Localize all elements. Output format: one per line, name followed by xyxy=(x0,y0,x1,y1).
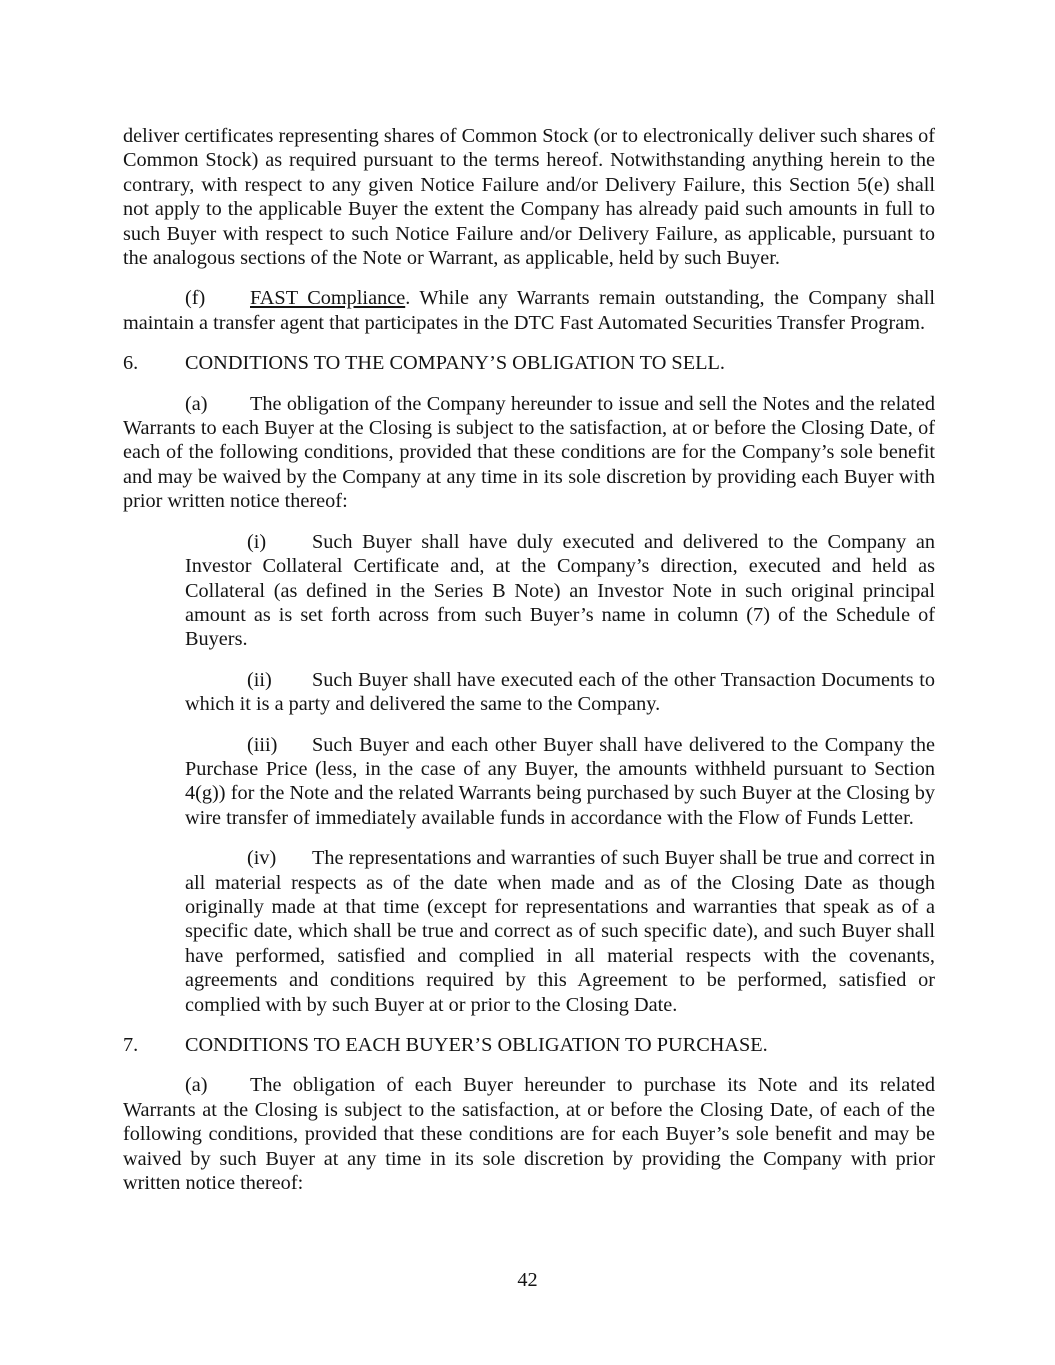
subsection-f-paragraph xyxy=(123,286,935,335)
clause-iv-paragraph xyxy=(185,846,935,1017)
clause-i-paragraph xyxy=(185,530,935,652)
section-7a-paragraph xyxy=(123,1073,935,1195)
clause-i-text: Such Buyer shall have duly executed and delivered to the Company an Investor Collateral Certificate and, at the Company’s direction, executed and held as Collateral (as defined in the Series B Note) an Investor Note in such original principal amount as is set forth across from such Buyer’s name in column (7) of the Schedule of Buyers. xyxy=(185,530,935,651)
section-6-title: CONDITIONS TO THE COMPANY’S OBLIGATION TO SELL. xyxy=(185,352,725,375)
section-6a-text: The obligation of the Company hereunder to issue and sell the Notes and the related Warrants to each Buyer at the Closing is subject to the satisfaction, at or before the Closing Date, of each of the following conditions, provided that these conditions are for the Company’s sole benefit and may be waived by the Company at any time in its sole discretion by providing each Buyer with prior written notice thereof: xyxy=(123,392,935,513)
subsection-f-title: FAST Compliance xyxy=(250,287,406,310)
section-6-heading xyxy=(123,351,935,375)
section-7a-label: (a) xyxy=(185,1074,208,1097)
continuation-paragraph: deliver certificates representing shares of Common Stock (or to electronically deliver such shares of Common Stock) as required pursuant to the terms hereof. Notwithstanding anything herein to the contrary, with respect to any given Notice Failure and/or Delivery Failure, this Section 5(e) shall not apply to the applicable Buyer the extent the Company has already paid such amounts in full to such Buyer with respect to such Notice Failure and/or Delivery Failure, as applicable, pursuant to the analogous sections of the Note or Warrant, as applicable, held by such Buyer. xyxy=(123,125,935,270)
clause-iv-label: (iv) xyxy=(247,847,277,870)
clause-ii-paragraph xyxy=(185,668,935,717)
section-7-number: 7. xyxy=(123,1034,139,1056)
section-7a-text: The obligation of each Buyer hereunder to purchase its Note and its related Warrants at the Closing is subject to the satisfaction, at or before the Closing Date, of each of the following conditions, provided that these conditions are for each Buyer’s sole benefit and may be waived by such Buyer at any time in its sole discretion by providing the Company with prior written notice thereof: xyxy=(123,1074,935,1195)
clause-iii-paragraph xyxy=(185,733,935,831)
page-number: 42 xyxy=(517,1268,538,1291)
clause-iii-label: (iii) xyxy=(247,733,278,756)
clause-ii-text: Such Buyer shall have executed each of the other Transaction Documents to which it is a party and delivered the same to the Company. xyxy=(185,668,935,716)
clause-ii-label: (ii) xyxy=(247,668,272,691)
clause-iv-text: The representations and warranties of such Buyer shall be true and correct in all material respects as of the date when made and as of the Closing Date as though originally made at that time (except for representations and warranties that speak as of a specific date, which shall be true and correct as of such specific date), and such Buyer shall have performed, satisfied and complied in all material respects with the covenants, agreements and conditions required by this Agreement to be performed, satisfied or complied with by such Buyer at or prior to the Closing Date. xyxy=(185,847,935,1016)
section-6a-label: (a) xyxy=(185,392,208,415)
subsection-f-label: (f) xyxy=(185,287,206,310)
clause-iii-text: Such Buyer and each other Buyer shall have delivered to the Company the Purchase Price (less, in the case of any Buyer, the amounts withheld pursuant to Section 4(g)) for the Note and the related Warrants being purchased by such Buyer at the Closing by wire transfer of immediately available funds in accordance with the Flow of Funds Letter. xyxy=(185,733,935,829)
section-7-title: CONDITIONS TO EACH BUYER’S OBLIGATION TO PURCHASE. xyxy=(185,1034,768,1056)
clause-i-label: (i) xyxy=(247,530,267,553)
subsection-f-text: . While any Warrants remain outstanding, the Company shall maintain a transfer agent that participates in the DTC Fast Automated Securities Transfer Program. xyxy=(123,287,935,334)
section-6a-paragraph xyxy=(123,392,935,514)
section-6-number: 6. xyxy=(123,352,139,375)
section-7-heading xyxy=(123,1033,935,1057)
